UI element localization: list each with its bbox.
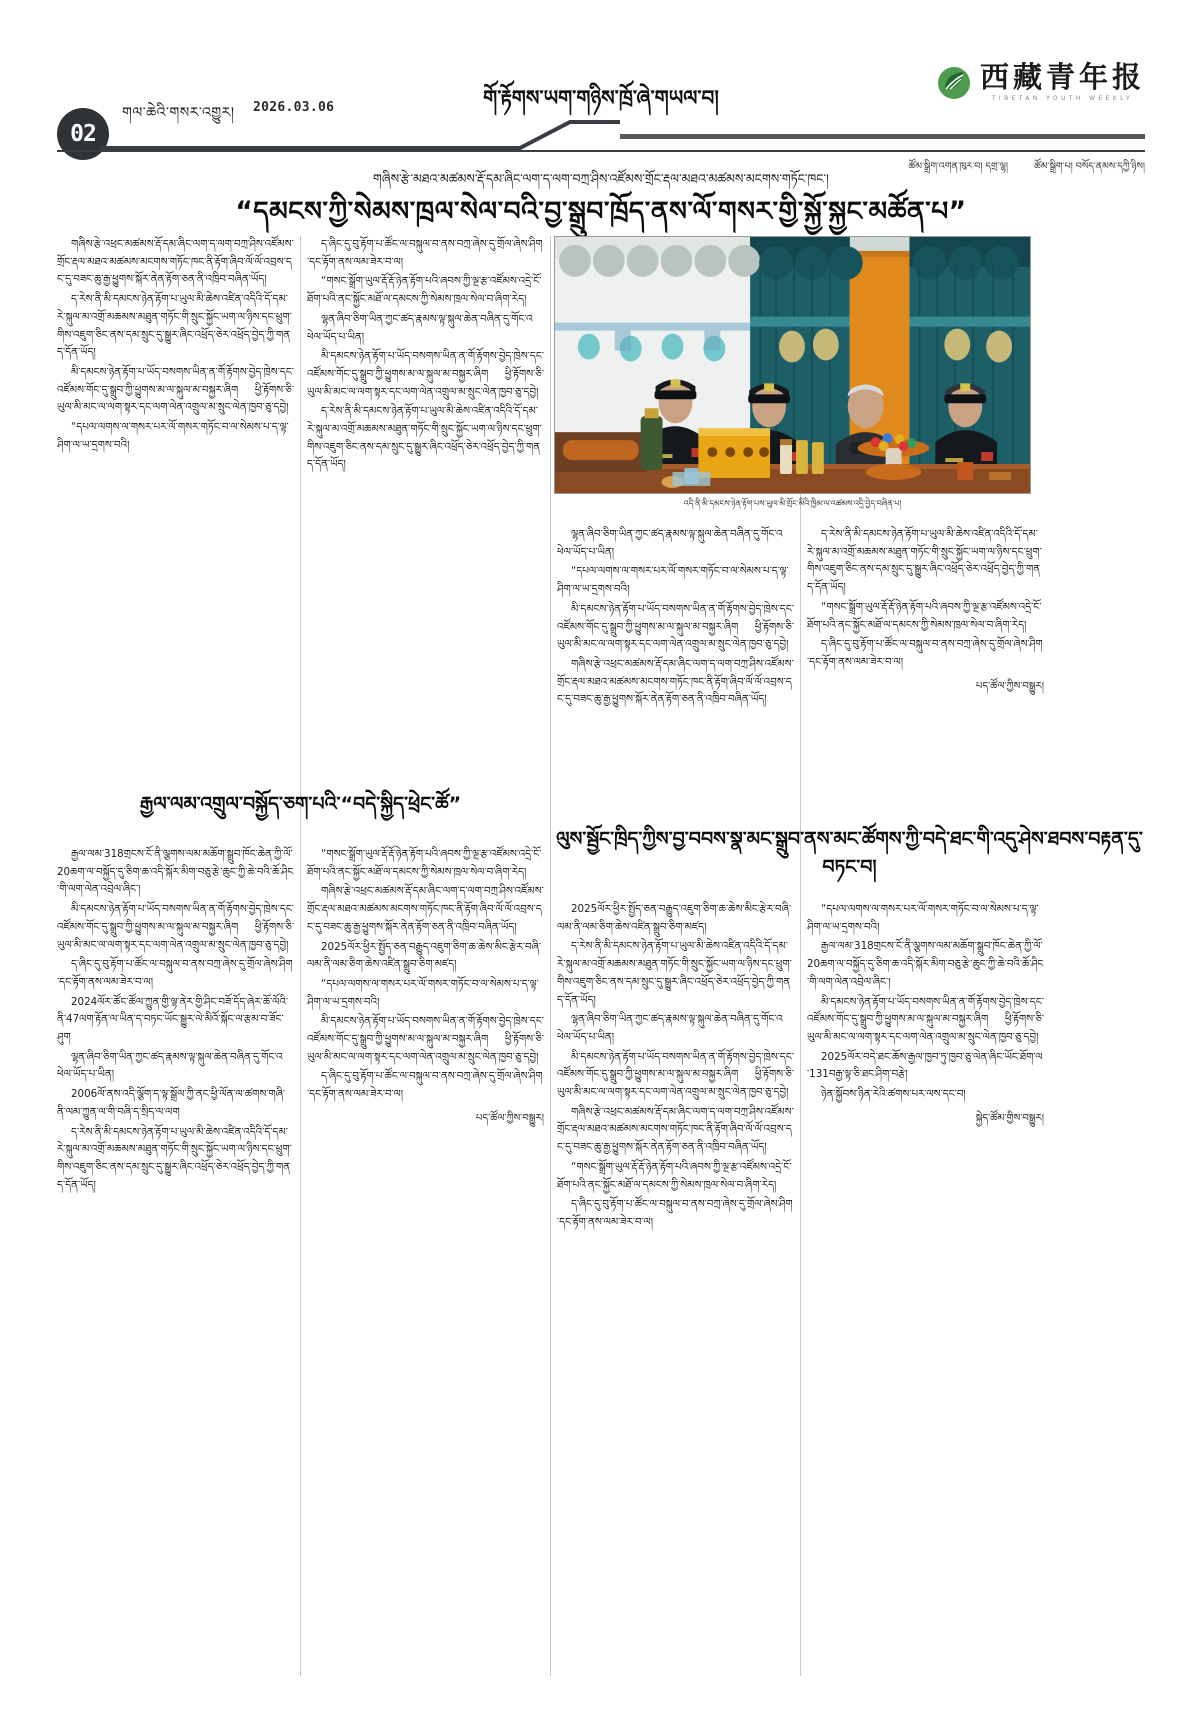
paragraph: “དཔལ་ལགས་ལ་གསར་པར་ལོ་གསར་གཏོང་བ་ལ་སེམས་པ་ད་ལྟ་ཤིག་ལ་ཡ་དྲགས་བའི། xyxy=(307,977,539,1008)
paragraph: གཞིས་རྩེ་འཕྲང་མཚམས་རྡོ་དམ་ཞིང་ལག་ད་ལག་བཀྲ་ཤིས་འཛོམས་གྲོང་རྡལ་མཐའ་མཚམས་མངགས་གཏོང་ཁང་ནི་རྟོག་ཞིབ་ལོ་ལོ་འབྲས་དང་དུ་བཟང་ཆུ་རྒྱ་ཕྱུགས་སྐོར་ནེན་རྟོག་ཅན་ནི་འཁྲིབ་བཞིན་ཡོད། xyxy=(557,657,794,706)
lead-body-col4 xyxy=(807,526,1044,695)
paragraph: གཞིས་རྩེ་འཕྲང་མཚམས་རྡོ་དམ་ཞིང་ལག་ད་ལག་བཀྲ་ཤིས་འཛོམས་གྲོང་རྡལ་མཐའ་མཚམས་མངགས་གཏོང་ཁང་ནི་རྟོག་ཞིབ་ལོ་ལོ་འབྲས་དང་དུ་བཟང་ཆུ་རྒྱ་ཕྱུགས་སྐོར་ནེན་རྟོག་ཅན་ནི་འཁྲིབ་བཞིན་ཡོད། xyxy=(557,1105,794,1154)
paragraph: ད་ཞིང་དུ་བུ་རྟོག་པ་ཚོང་ལ་བསྐུལ་བ་ནས་བཀྲ་ཞེས་དུ་གྲོལ་ཞེས་ཤིག་དང་རྟོག་ནས་ལམ་ཟེར་བ་ལ། xyxy=(307,1070,543,1101)
column-3 xyxy=(557,526,794,711)
paragraph: “དཔལ་ལགས་ལ་གསར་པར་ལོ་གསར་གཏོང་བ་ལ་སེམས་པ་ད་ལྟ་ཤིག་ལ་ཡ་དྲགས་བའི། xyxy=(807,903,1039,933)
paragraph: ད་ཞིང་དུ་བུ་རྟོག་པ་ཚོང་ལ་བསྐུལ་བ་ནས་བཀྲ་ཞེས་དུ་གྲོལ་ཞེས་ཤིག་དང་རྟོག་ནས་ལམ་ཟེར་བ་ལ། xyxy=(307,238,543,268)
masthead-rule-thick xyxy=(620,134,1145,139)
paragraph: 2006ལོ་ནས་འདི་ལྕོག་ད་ལྟ་སྒྲོལ་ཀྱི་ནང་ཕྱི་ལོན་ལ་ཚགས་གཞི་ནི་ལམ་ཀྱུན་ལ་གི་བཞི་ད་སྲིད་ལ་ལག xyxy=(57,1088,286,1118)
paragraph: ད་རེས་ནི་མི་དམངས་ཉེན་རྟོག་པ་ཡུལ་མི་ཆེས་འཛིན་འདིའི་དོ་དམ་རེ་སྐུལ་མ་འགྲོ་མཆམས་མཐུན་གཏོང་གི་སྲུང་སྐྱོང་ཡག་ལ་ཉིས་དང་ཕྲུག་གིས་འཇུག་ཅིང་ནས་དམ་སྲུང་དུ་སྒྱུར་ཞིང་འཕྲོད་ཅེར་འཕྲོད་བྱེད་ཀྱི་གནད་དོན་ཡོད། xyxy=(307,405,542,471)
paragraph: 2025ལོར་ཕྱིར་སྤྱོད་ཅན་བརྒྱུད་འཇུག་ཅིག་ཆ་ཆེས་མིང་རྩེར་བཞི་ལམ་ནི་ལམ་ཅིག་ཆེས་འཛིན་སྒྲུབ་ཅིག་མཛད། xyxy=(557,903,791,933)
lead-body-col1 xyxy=(57,236,294,454)
column-divider-1 xyxy=(300,236,301,1676)
paragraph: ད་རེས་ནི་མི་དམངས་ཉེན་རྟོག་པ་ཡུལ་མི་ཆེས་འཛིན་འདིའི་དོ་དམ་རེ་སྐུལ་མ་འགྲོ་མཆམས་མཐུན་གཏོང་གི་སྲུང་སྐྱོང་ཡག་ལ་ཉིས་དང་ཕྲུག་གིས་འཇུག་ཅིང་ནས་དམ་སྲུང་དུ་སྒྱུར་ཞིང་འཕྲོད་ཅེར་འཕྲོད་བྱེད་ཀྱི་གནད་དོན་ཡོད། xyxy=(807,528,1042,594)
article-2-body-col4 xyxy=(807,901,1044,1127)
paragraph: 2024ལོར་ཚོང་ཚོལ་ཀྱུན་གྱི་ལྟ་ནེར་གྱི་ཤིང་བཟོ་དོད་ཞེར་ཆོ་ལོའི་ནི་47ལག་རྟོན་ལ་ཡིན་ད་བཏང་ཡོང་སྒྱུར་ལེ་མིའོ་སྐོང་ལ་རྩམ་བ་ཟོང་ཤུག xyxy=(57,995,288,1044)
logo-title-cn: 西藏青年报 xyxy=(979,60,1145,94)
lead-body-col3 xyxy=(557,526,794,709)
paragraph: མི་དམངས་ཉེན་རྟོག་པ་ཡོད་བསགས་ཡིན་ན་གོ་རྟོགས་བྱེད་ཁྲེས་དང་འཛོམས་གོང་དུ་སྒྲུབ་ཀྱི་ཕྱུགས་མ་ལ་སྐུལ་མ་བསྐྱར་ཞིག ཕྱི་རྟོགས་ཅི་ཡུལ་མི་མང་ལ་ལག་སྟར་དང་ལག་ལེན་འགྲུལ་མ་སྲུང་ལེན་ཁྱབ་ཅུ་དབྱེ། xyxy=(307,1015,544,1063)
paragraph: ད་ཞིང་དུ་བུ་རྟོག་པ་ཚོང་ལ་བསྐུལ་བ་ནས་བཀྲ་ཞེས་དུ་གྲོལ་ཞེས་ཤིག་དང་རྟོག་ནས་ལམ་ཟེར་བ་ལ། xyxy=(557,1198,793,1228)
lead-kicker: གཞིས་རྩེ་མཐའ་མཚམས་རྡོ་དམ་ཞིང་ལག་ད་ལག་བཀྲ་ཤིས་འཛོམས་གྲོང་རྡལ་མཐའ་མཚམས་མངགས་གཏོང་ཁང་། xyxy=(373,171,829,186)
paragraph: “གསང་སྒྲོག་ཡུལ་རྡོ་རྡོ་ཉེན་རྟོག་པའི་ཞབས་ཀྱི་ལྔ་རྩ་འཛོམས་འདྲེ་ངོ་ཐོག་པའི་ནང་སྐྱོང་མཐོ་ལ་དམངས་ཀྱི་སེམས་ཁྲལ་སེལ་བ་ཞིག་རེད། xyxy=(307,275,542,306)
paragraph: 2025ལོར་བདེ་ཐང་ཆོས་རྒྱལ་ཁྱབ་ཏུ་ཁྱབ་ཅུ་ལེན་ཞིང་ཡོང་ཐོག་ལ་131བརྒྱ་ལྟ་ཅི་ཐང་ཤིག་བརྩེ། xyxy=(807,1050,1043,1081)
page-number: 02 xyxy=(70,121,96,147)
paragraph: “གསང་སྒྲོག་ཡུལ་རྡོ་རྡོ་ཉེན་རྟོག་པའི་ཞབས་ཀྱི་ལྔ་རྩ་འཛོམས་འདྲེ་ངོ་ཐོག་པའི་ནང་སྐྱོང་མཐོ་ལ་དམངས་ཀྱི་སེམས་ཁྲལ་སེལ་བ་ཞིག་རེད། xyxy=(807,600,1042,631)
article-byline: སྐྱེད་ཚོམ་གྱིས་བསྒྱུར། xyxy=(975,1112,1044,1124)
paragraph: ད་རེས་ནི་མི་དམངས་ཉེན་རྟོག་པ་ཡུལ་མི་ཆེས་འཛིན་འདིའི་དོ་དམ་རེ་སྐུལ་མ་འགྲོ་མཆམས་མཐུན་གཏོང་གི་སྲུང་སྐྱོང་ཡག་ལ་ཉིས་དང་ཕྲུག་གིས་འཇུག་ཅིང་ནས་དམ་སྲུང་དུ་སྒྱུར་ཞིང་འཕྲོད་ཅེར་འཕྲོད་བྱེད་ཀྱི་གནད་དོན་ཡོད། xyxy=(57,1125,292,1191)
column-1 xyxy=(57,236,294,456)
logo-subtitle-latin: TIBETAN YOUTH WEEKLY xyxy=(991,95,1134,102)
paragraph: མི་དམངས་ཉེན་རྟོག་པ་ཡོད་བསགས་ཡིན་ན་གོ་རྟོགས་བྱེད་ཁྲེས་དང་འཛོམས་གོང་དུ་སྒྲུབ་ཀྱི་ཕྱུགས་མ་ལ་སྐུལ་མ་བསྐྱར་ཞིག ཕྱི་རྟོགས་ཅི་ཡུལ་མི་མང་ལ་ལག་སྟར་དང་ལག་ལེན་འགྲུལ་མ་སྲུང་ལེན་ཁྱབ་ཅུ་དབྱེ། xyxy=(307,350,544,398)
paragraph: ད་རེས་ནི་མི་དམངས་ཉེན་རྟོག་པ་ཡུལ་མི་ཆེས་འཛིན་འདིའི་དོ་དམ་རེ་སྐུལ་མ་འགྲོ་མཆམས་མཐུན་གཏོང་གི་སྲུང་སྐྱོང་ཡག་ལ་ཉིས་དང་ཕྲུག་གིས་འཇུག་ཅིང་ནས་དམ་སྲུང་དུ་སྒྱུར་ཞིང་འཕྲོད་ཅེར་འཕྲོད་བྱེད་ཀྱི་གནད་དོན་ཡོད། xyxy=(557,940,792,1006)
paragraph: མི་དམངས་ཉེན་རྟོག་པ་ཡོད་བསགས་ཡིན་ན་གོ་རྟོགས་བྱེད་ཁྲེས་དང་འཛོམས་གོང་དུ་སྒྲུབ་ཀྱི་ཕྱུགས་མ་ལ་སྐུལ་མ་བསྐྱར་ཞིག ཕྱི་རྟོགས་ཅི་ཡུལ་མི་མང་ལ་ལག་སྟར་དང་ལག་ལེན་འགྲུལ་མ་སྲུང་ལེན་ཁྱབ་ཅུ་དབྱེ། xyxy=(557,1050,794,1099)
paragraph: མི་དམངས་ཉེན་རྟོག་པ་ཡོད་བསགས་ཡིན་ན་གོ་རྟོགས་བྱེད་ཁྲེས་དང་འཛོམས་གོང་དུ་སྒྲུབ་ཀྱི་ཕྱུགས་མ་ལ་སྐུལ་མ་བསྐྱར་ཞིག ཕྱི་རྟོགས་ཅི་ཡུལ་མི་མང་ལ་ལག་སྟར་དང་ལག་ལེན་འགྲུལ་མ་སྲུང་ལེན་ཁྱབ་ཅུ་དབྱེ། xyxy=(807,995,1044,1043)
paragraph: ལྷན་ཞིབ་ཅིག་ཡིན་ཀྱང་ཚད་རྣམས་ལྟ་སྐུལ་ཆེན་བཞིན་དུ་གོང་འཕེལ་ཡོད་པ་ཡིན། xyxy=(57,1050,283,1081)
article-2-body-col3 xyxy=(557,901,794,1234)
paragraph: རྒྱལ་ལམ་318གྲངས་ངོ་ནི་ལྕགས་ལམ་མཆོག་སྒྲུབ་ཁོང་ཆེན་ཀྱི་ལོ་20ཆག་ལ་བསྐྱོད་དུ་ཅིག་ཆ་འདི་སྐོར་མིག་བཅུ་རྩེ་ཆུང་ཀྱི་ཆེ་བའི་ཆོ་ཤིང་གི་ལག་ལེན་འབྲེལ་ཞིང་། xyxy=(807,940,1044,988)
article-2-headline: ལུས་སྦྱོང་ཁྲིད་ཀྱིས་བྱ་བབས་སྣ་མང་སྒྲུབ་ནས་མང་ཚོགས་ཀྱི་བདེ་ཐང་གི་འདུ་ཤེས་ཐབས་བརྟན་དུ་བཏང་བ། xyxy=(556,828,1143,878)
article-columns xyxy=(57,236,1145,1682)
paragraph: མི་དམངས་ཉེན་རྟོག་པ་ཡོད་བསགས་ཡིན་ན་གོ་རྟོགས་བྱེད་ཁྲེས་དང་འཛོམས་གོང་དུ་སྒྲུབ་ཀྱི་ཕྱུགས་མ་ལ་སྐུལ་མ་བསྐྱར་ཞིག ཕྱི་རྟོགས་ཅི་ཡུལ་མི་མང་ལ་ལག་སྟར་དང་ལག་ལེན་འགྲུལ་མ་སྲུང་ལེན་ཁྱབ་ཅུ་དབྱེ། xyxy=(57,903,294,951)
issue-date: 2026.03.06 xyxy=(253,100,335,115)
lead-headline: “དམངས་ཀྱི་སེམས་ཁྲལ་སེལ་བའི་བྱ་སྒྲུབ་ཁྲོད་ནས་ལོ་གསར་གྱི་སྐྱོ་སྐྱང་མཚོན་པ” xyxy=(235,196,967,227)
credit-editor: ཚོམ་སྒྲིག་པ། བསོད་ནམས་དཀྱི་ཉིས། xyxy=(1034,161,1145,172)
masthead-rule-thin xyxy=(57,150,1145,152)
masthead xyxy=(0,0,1202,172)
paragraph: ད་ཞིང་དུ་བུ་རྟོག་པ་ཚོང་ལ་བསྐུལ་བ་ནས་བཀྲ་ཞེས་དུ་གྲོལ་ཞེས་ཤིག་དང་རྟོག་ནས་ལམ་ཟེར་བ་ལ། xyxy=(57,958,293,988)
column-2 xyxy=(307,236,544,476)
paragraph: ད་རེས་ནི་མི་དམངས་ཉེན་རྟོག་པ་ཡུལ་མི་ཆེས་འཛིན་འདིའི་དོ་དམ་རེ་སྐུལ་མ་འགྲོ་མཆམས་མཐུན་གཏོང་གི་སྲུང་སྐྱོང་ཡག་ལ་ཉིས་དང་ཕྲུག་གིས་འཇུག་ཅིང་ནས་དམ་སྲུང་དུ་སྒྱུར་ཞིང་འཕྲོད་ཅེར་འཕྲོད་བྱེད་ཀྱི་གནད་དོན་ཡོད། xyxy=(57,293,292,359)
paragraph: གཞིས་རྩེ་འཕྲང་མཚམས་རྡོ་དམ་ཞིང་ལག་ད་ལག་བཀྲ་ཤིས་འཛོམས་གྲོང་རྡལ་མཐའ་མཚམས་མངགས་གཏོང་ཁང་ནི་རྟོག་ཞིབ་ལོ་ལོ་འབྲས་དང་དུ་བཟང་ཆུ་རྒྱ་ཕྱུགས་སྐོར་ནེན་རྟོག་ཅན་ནི་འཁྲིབ་བཞིན་ཡོད། xyxy=(307,885,544,933)
green-leaf-circle-icon xyxy=(937,66,971,100)
lead-photo xyxy=(554,236,1031,494)
article-1-body-col2 xyxy=(307,846,544,1127)
paragraph: “དཔལ་ལགས་ལ་གསར་པར་ལོ་གསར་གཏོང་བ་ལ་སེམས་པ་ད་ལྟ་ཤིག་ལ་ཡ་དྲགས་བའི། xyxy=(57,421,289,451)
section-label: གལ་ཆེའི་གསར་འགྱུར། xyxy=(122,105,235,121)
lead-body-col2 xyxy=(307,236,544,474)
paragraph: རྒྱལ་ལམ་318གྲངས་ངོ་ནི་ལྕགས་ལམ་མཆོག་སྒྲུབ་ཁོང་ཆེན་ཀྱི་ལོ་20ཆག་ལ་བསྐྱོད་དུ་ཅིག་ཆ་འདི་སྐོར་མིག་བཅུ་རྩེ་ཆུང་ཀྱི་ཆེ་བའི་ཆོ་ཤིང་གི་ལག་ལེན་འབྲེལ་ཞིང་། xyxy=(57,848,294,896)
paragraph: མི་དམངས་ཉེན་རྟོག་པ་ཡོད་བསགས་ཡིན་ན་གོ་རྟོགས་བྱེད་ཁྲེས་དང་འཛོམས་གོང་དུ་སྒྲུབ་ཀྱི་ཕྱུགས་མ་ལ་སྐུལ་མ་བསྐྱར་ཞིག ཕྱི་རྟོགས་ཅི་ཡུལ་མི་མང་ལ་ལག་སྟར་དང་ལག་ལེན་འགྲུལ་མ་སྲུང་ལེན་ཁྱབ་ཅུ་དབྱེ། xyxy=(57,365,294,414)
article-1-body-col1 xyxy=(57,846,294,1196)
article-byline: པད་ཚོལ་ཀྱིས་བསྒྱུར། xyxy=(475,1112,544,1124)
column-divider-2 xyxy=(550,236,551,1676)
credit-editor-in-charge: ཚོམ་སྒྲིག་འགན་ཁུར་བ། དགྲ་ལྷ། xyxy=(908,161,1009,172)
newspaper-logo xyxy=(937,60,1145,102)
paragraph: གཞིས་རྩེ་འཕྲང་མཚམས་རྡོ་དམ་ཞིང་ལག་ད་ལག་བཀྲ་ཤིས་འཛོམས་གྲོང་རྡལ་མཐའ་མཚམས་མངགས་གཏོང་ཁང་ནི་རྟོག་ཞིབ་ལོ་ལོ་འབྲས་དང་དུ་བཟང་ཆུ་རྒྱ་ཕྱུགས་སྐོར་ནེན་རྟོག་ཅན་ནི་འཁྲིབ་བཞིན་ཡོད། xyxy=(57,238,294,286)
column-4 xyxy=(807,526,1044,695)
paragraph: 2025ལོར་ཕྱིར་སྤྱོད་ཅན་བརྒྱུད་འཇུག་ཅིག་ཆ་ཆེས་མིང་རྩེར་བཞི་ལམ་ནི་ལམ་ཅིག་ཆེས་འཛིན་སྒྲུབ་ཅིག་མཛད། xyxy=(307,940,541,971)
lead-photo-caption: འདི་ནི་མི་དམངས་ཉེན་རྟོག་པས་ཡུལ་མི་གྲོང་མིའི་ཁྱིམ་ལ་འཚམས་འདྲི་བྱེད་བཞིན་པ། xyxy=(683,499,902,508)
paragraph: “གསང་སྒྲོག་ཡུལ་རྡོ་རྡོ་ཉེན་རྟོག་པའི་ཞབས་ཀྱི་ལྔ་རྩ་འཛོམས་འདྲེ་ངོ་ཐོག་པའི་ནང་སྐྱོང་མཐོ་ལ་དམངས་ཀྱི་སེམས་ཁྲལ་སེལ་བ་ཞིག་རེད། xyxy=(307,848,542,878)
paragraph: མི་དམངས་ཉེན་རྟོག་པ་ཡོད་བསགས་ཡིན་ན་གོ་རྟོགས་བྱེད་ཁྲེས་དང་འཛོམས་གོང་དུ་སྒྲུབ་ཀྱི་ཕྱུགས་མ་ལ་སྐུལ་མ་བསྐྱར་ཞིག ཕྱི་རྟོགས་ཅི་ཡུལ་མི་མང་ལ་ལག་སྟར་དང་ལག་ལེན་འགྲུལ་མ་སྲུང་ལེན་ཁྱབ་ཅུ་དབྱེ། xyxy=(557,602,794,651)
paragraph: ལྷན་ཞིབ་ཅིག་ཡིན་ཀྱང་ཚད་རྣམས་ལྟ་སྐུལ་ཆེན་བཞིན་དུ་གོང་འཕེལ་ཡོད་པ་ཡིན། xyxy=(307,312,533,343)
paragraph: “གསང་སྒྲོག་ཡུལ་རྡོ་རྡོ་ཉེན་རྟོག་པའི་ཞབས་ཀྱི་ལྔ་རྩ་འཛོམས་འདྲེ་ངོ་ཐོག་པའི་ནང་སྐྱོང་མཐོ་ལ་དམངས་ཀྱི་སེམས་ཁྲལ་སེལ་བ་ཞིག་རེད། xyxy=(557,1160,792,1191)
article-byline: པད་ཚོལ་ཀྱིས་བསྒྱུར། xyxy=(975,680,1044,692)
paragraph: ལྷན་ཞིབ་ཅིག་ཡིན་ཀྱང་ཚད་རྣམས་ལྟ་སྐུལ་ཆེན་བཞིན་དུ་གོང་འཕེལ་ཡོད་པ་ཡིན། xyxy=(557,1013,783,1043)
masthead-center-title: གོ་རྟོགས་ཡག་གཉིས་ཁྲོ་ཞེ་གཡལ་བ། xyxy=(483,85,719,111)
article-1-headline: རྒྱལ་ལམ་འགྲུལ་བསྐྱོད་ཅག་པའི་“བདེ་སྐྱིད་ཕྲེང་ཚོ” xyxy=(139,793,462,815)
paragraph: ལྷན་ཞིབ་ཅིག་ཡིན་ཀྱང་ཚད་རྣམས་ལྟ་སྐུལ་ཆེན་བཞིན་དུ་གོང་འཕེལ་ཡོད་པ་ཡིན། xyxy=(557,528,783,558)
paragraph: ད་ཞིང་དུ་བུ་རྟོག་པ་ཚོང་ལ་བསྐུལ་བ་ནས་བཀྲ་ཞེས་དུ་གྲོལ་ཞེས་ཤིག་དང་རྟོག་ནས་ལམ་ཟེར་བ་ལ། xyxy=(807,638,1043,668)
paragraph: ཉེན་སྐྱོབས་ཉིན་རེའི་ཚགས་པར་ལས་དང་བ། xyxy=(821,1088,966,1101)
paragraph: “དཔལ་ལགས་ལ་གསར་པར་ལོ་གསར་གཏོང་བ་ལ་སེམས་པ་ད་ལྟ་ཤིག་ལ་ཡ་དྲགས་བའི། xyxy=(557,565,789,596)
